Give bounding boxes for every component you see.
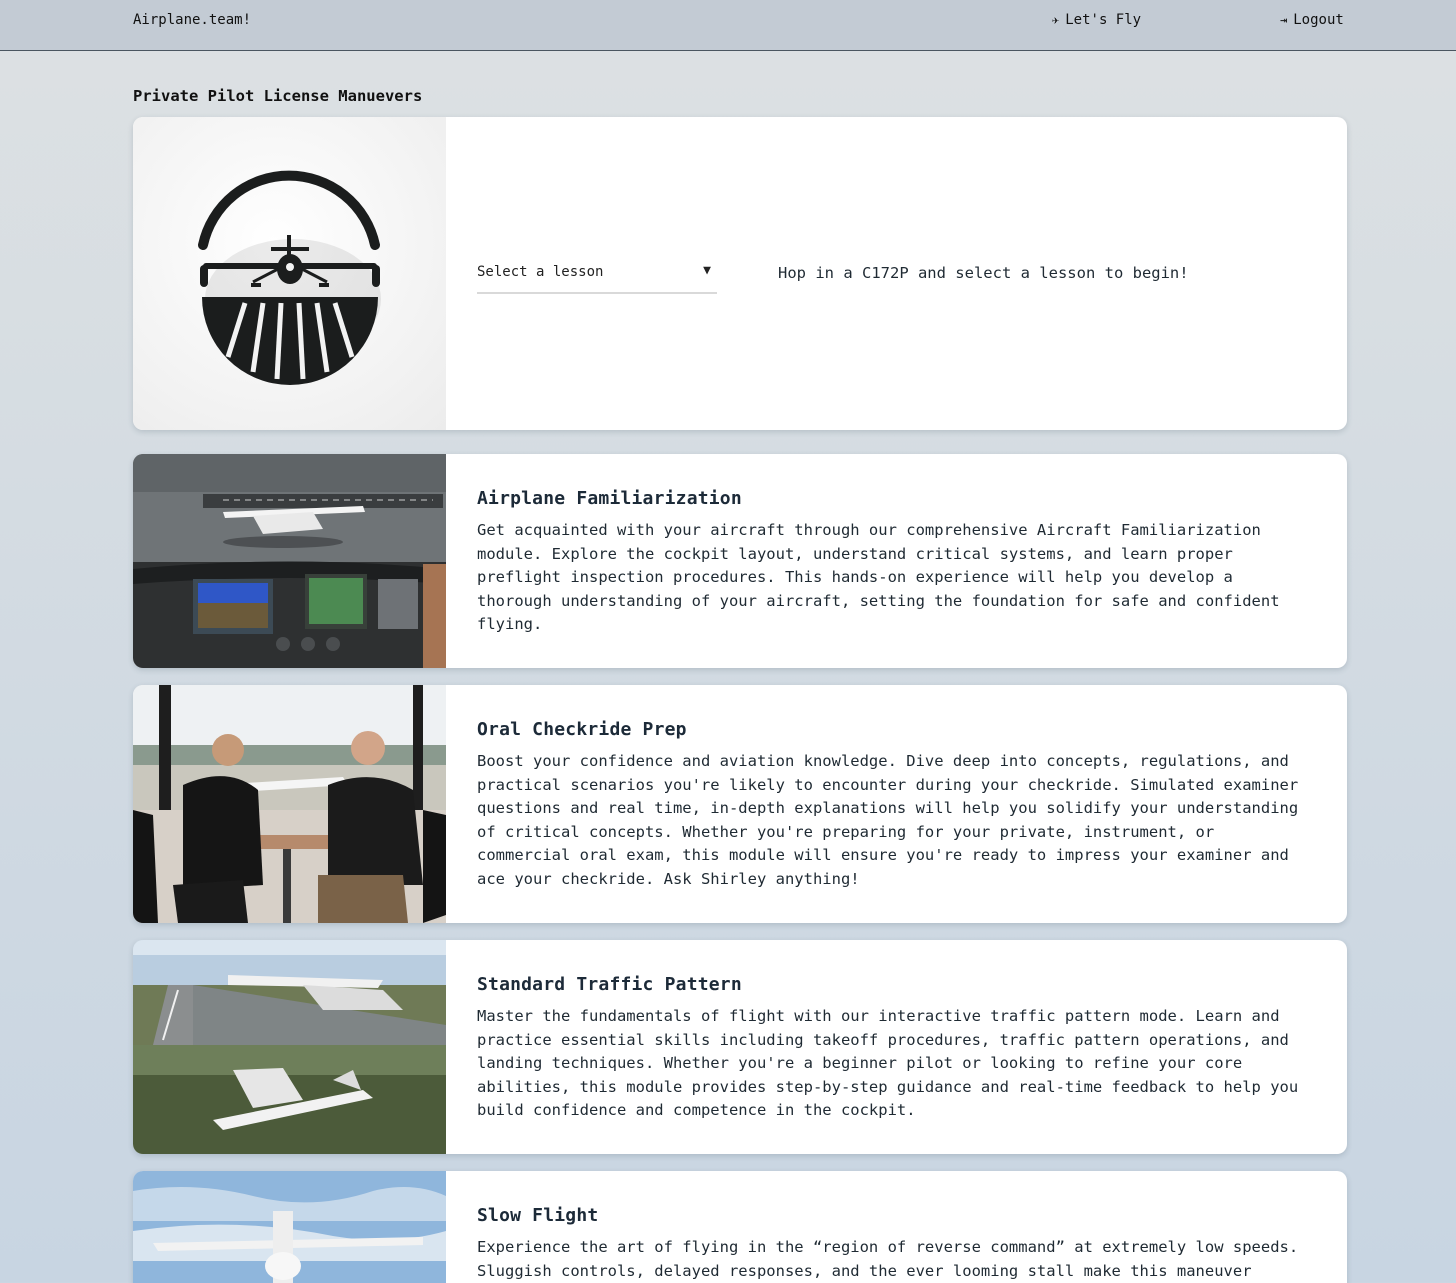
lesson-select-placeholder: Select a lesson	[477, 264, 604, 280]
lesson-description: Boost your confidence and aviation knowledge. Dive deep into concepts, regulations, and practical scenarios you're likely to encounter during your checkride. Simulated examiner questions and real time, in-depth explanations will help you solidify your understanding of critical concepts. Whether you're preparing for your private, instrument, or commercial oral exam, this module will ensure you're ready to impress your examiner and ace your checkride. Ask Shirley anything!	[477, 752, 1299, 888]
airplane-icon: ✈	[1052, 13, 1060, 27]
oral-checkride-image	[133, 685, 446, 923]
lets-fly-label: Let's Fly	[1065, 12, 1142, 28]
caret-down-icon: ▼	[703, 263, 711, 278]
lesson-selector-card	[133, 117, 1347, 430]
slow-flight-image	[133, 1171, 446, 1283]
lesson-card-slow-flight[interactable]	[133, 1171, 1347, 1283]
lesson-description: Master the fundamentals of flight with our interactive traffic pattern mode. Learn and practice essential skills including takeoff procedures, traffic pattern operations, and landing techniques. Whether you're a beginner pilot or looking to refine your core abilities, this module provides step-by-step guidance and real-time feedback to help you build confidence and competence in the cockpit.	[477, 1007, 1299, 1119]
logout-link[interactable]	[1280, 12, 1344, 28]
page-title: Private Pilot License Manuevers	[133, 87, 423, 105]
brand-logo-text[interactable]: Airplane.team!	[133, 12, 252, 28]
logout-icon: ⇥	[1280, 13, 1288, 27]
airplane-logo-icon	[133, 117, 446, 430]
lesson-select-dropdown[interactable]	[477, 253, 717, 294]
traffic-pattern-image	[133, 940, 446, 1154]
top-nav-bar	[0, 0, 1456, 51]
lesson-card-standard-traffic-pattern[interactable]	[133, 940, 1347, 1154]
lets-fly-link[interactable]	[1052, 12, 1141, 28]
lesson-title: Standard Traffic Pattern	[477, 974, 742, 995]
lesson-description: Experience the art of flying in the “region of reverse command” at extremely low speeds. Sluggish controls, delayed responses, and the ever looming stall make this maneuver	[477, 1238, 1299, 1280]
lesson-card-airplane-familiarization[interactable]	[133, 454, 1347, 668]
lesson-title: Airplane Familiarization	[477, 488, 742, 509]
lesson-title: Slow Flight	[477, 1205, 599, 1226]
lesson-description: Get acquainted with your aircraft through our comprehensive Aircraft Familiarization module. Explore the cockpit layout, understand critical systems, and learn proper preflight inspection procedures. This hands-on experience will help you develop a thorough understanding of your aircraft, setting the foundation for safe and confident flying.	[477, 521, 1280, 633]
lesson-prompt-text: Hop in a C172P and select a lesson to begin!	[778, 264, 1189, 282]
lesson-card-oral-checkride-prep[interactable]	[133, 685, 1347, 923]
lesson-title: Oral Checkride Prep	[477, 719, 687, 740]
airplane-familiarization-image	[133, 454, 446, 668]
logout-label: Logout	[1293, 12, 1344, 28]
